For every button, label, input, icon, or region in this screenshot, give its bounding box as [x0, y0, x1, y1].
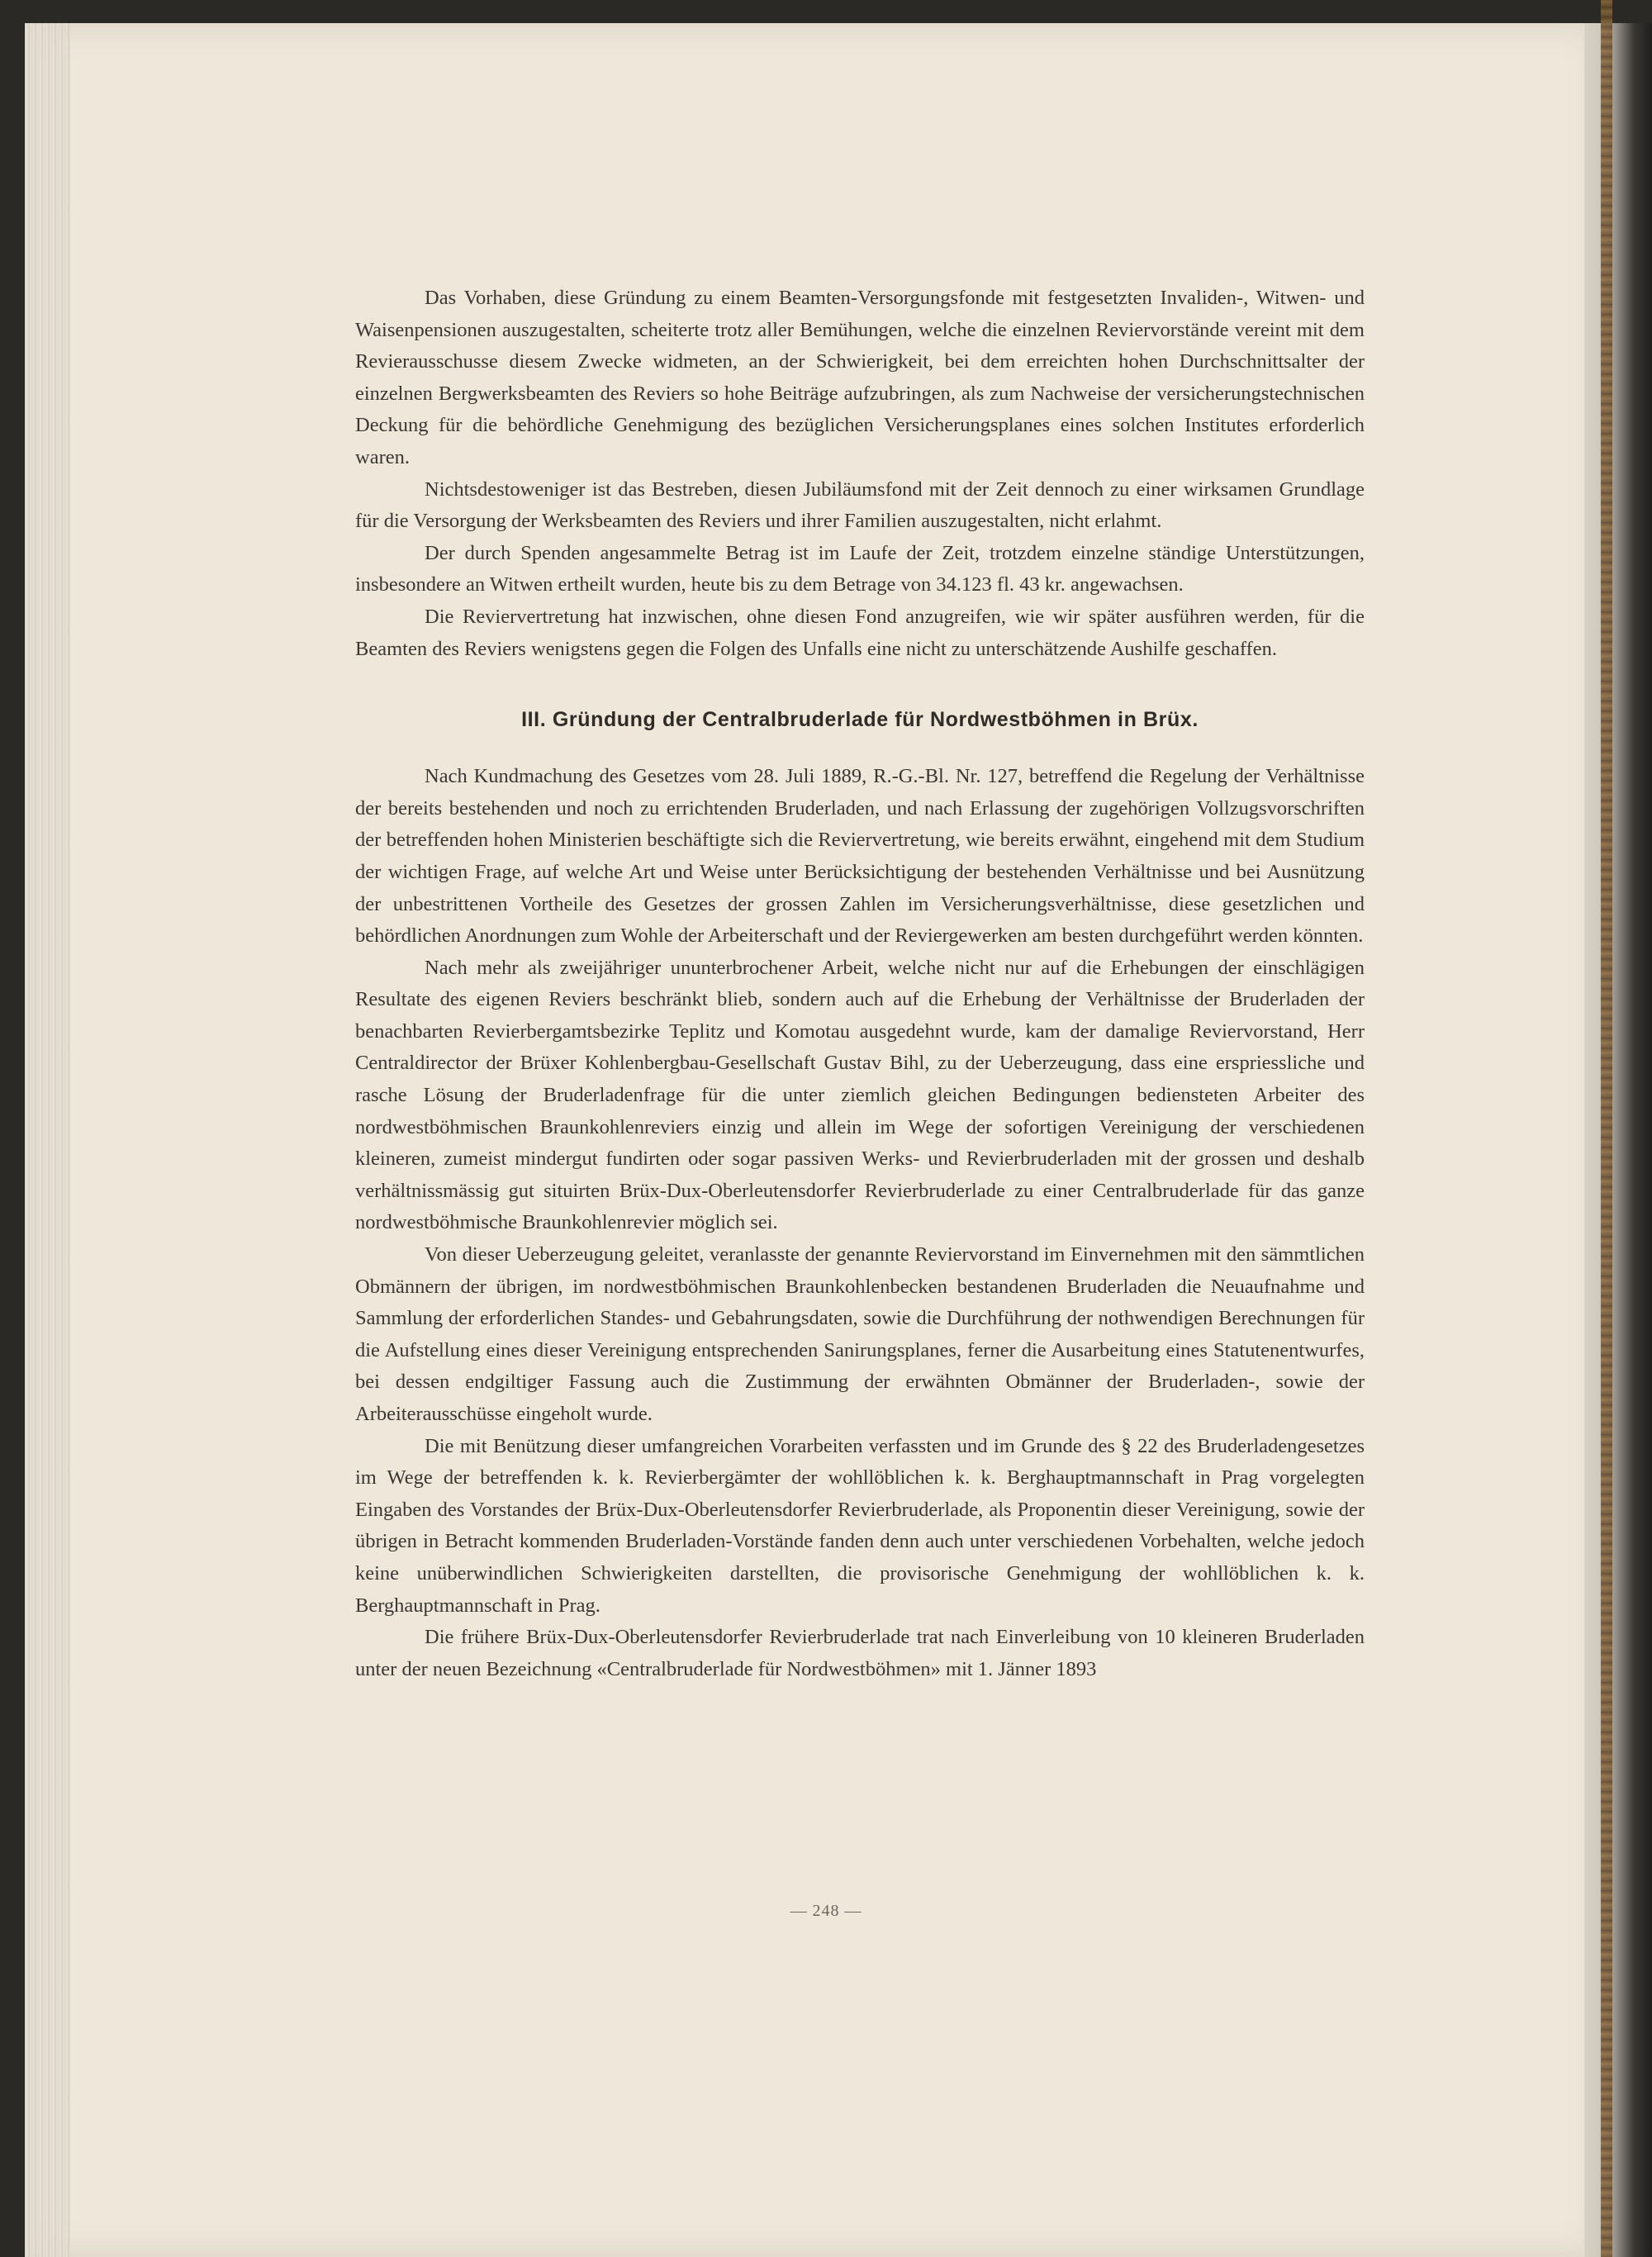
paragraph: Nach mehr als zweijähriger ununterbrochener Arbeit, welche nicht nur auf die Erhebungen der einschlägigen Resultate des eigenen Reviers beschränkt blieb, sondern auch auf die Erhebung der Verhältnisse der Bruderladen der benachbarten Revierbergamtsbezirke Teplitz und Komotau ausgedehnt wurde, kam der damalige Reviervorstand, Herr Centraldirector der Brüxer Kohlenbergbau-Gesellschaft Gustav Bihl, zu der Ueberzeugung, dass eine erspriessliche und rasche Lösung der Bruderladenfrage für die unter ziemlich gleichen Bedingungen bediensteten Arbeiter des nordwestböhmischen Braunkohlenreviers einzig und allein im Wege der sofortigen Vereinigung der verschiedenen kleineren, zumeist mindergut fundirten oder sogar passiven Werks- und Revierbruderladen mit der grossen und deshalb verhältnissmässig gut situirten Brüx-Dux-Oberleutensdorfer Revierbruderlade zu einer Centralbruderlade für das ganze nordwestböhmische Braunkohlenrevier möglich sei.	[355, 956, 1365, 1234]
paragraph: Die frühere Brüx-Dux-Oberleutensdorfer Revierbruderlade trat nach Einverleibung von 10 kleineren Bruderladen unter der neuen Bezeichnung «Centralbruderlade für Nordwestböhmen» mit 1. Jänner 1893	[355, 1626, 1365, 1680]
paragraph: Die Reviervertretung hat inzwischen, ohne diesen Fond anzugreifen, wie wir später ausführen werden, für die Beamten des Reviers wenigstens gegen die Folgen des Unfalls eine nicht zu unterschätzende Aushilfe geschaffen.	[355, 605, 1365, 660]
page-number: — 248 —	[790, 1902, 862, 1920]
paragraph: Nichtsdestoweniger ist das Bestreben, diesen Jubiläumsfond mit der Zeit dennoch zu einer wirksamen Grundlage für die Versorgung der Werksbeamten des Reviers und ihrer Familien auszugestalten, nicht erlahmt.	[355, 478, 1365, 533]
paragraph: Der durch Spenden angesammelte Betrag ist im Laufe der Zeit, trotzdem einzelne ständige Unterstützungen, insbesondere an Witwen ertheilt wurden, heute bis zu dem Betrage von 34.123 fl. 43 kr. angewachsen.	[355, 541, 1365, 596]
paragraph: Das Vorhaben, diese Gründung zu einem Beamten-Versorgungsfonde mit festgesetzten Invaliden-, Witwen- und Waisenpensionen auszugestalten, scheiterte trotz aller Bemühungen, welche die einzelnen Reviervorstände vereint mit dem Revierausschusse diesem Zwecke widmeten, an der Schwierigkeit, bei dem erreichten hohen Durchschnittsalter der einzelnen Bergwerksbeamten des Reviers so hohe Beiträge aufzubringen, als zum Nachweise der versicherungstechnischen Deckung für die behördliche Genehmigung des bezüglichen Versicherungsplanes eines solchen Institutes erforderlich waren.	[355, 287, 1365, 468]
paragraph: Die mit Benützung dieser umfangreichen Vorarbeiten verfassten und im Grunde des § 22 des Bruderladengesetzes im Wege der betreffenden k. k. Revierbergämter der wohllöblichen k. k. Berghauptmannschaft in Prag vorgelegten Eingaben des Vorstandes der Brüx-Dux-Oberleutensdorfer Revierbruderlade, als Proponentin dieser Vereinigung, sowie der übrigen in Betracht kommenden Bruderladen-Vorstände fanden denn auch unter verschiedenen Vorbehalten, welche jedoch keine unüberwindlichen Schwierigkeiten darstellten, die provisorische Genehmigung der wohllöblichen k. k. Berghauptmannschaft in Prag.	[355, 1434, 1365, 1617]
paragraph: Nach Kundmachung des Gesetzes vom 28. Juli 1889, R.-G.-Bl. Nr. 127, betreffend die Regelung der Verhältnisse der bereits bestehenden und noch zu errichtenden Bruderladen, und nach Erlassung der zugehörigen Vollzugsvorschriften der betreffenden hohen Ministerien beschäftigte sich die Reviervertretung, wie bereits erwähnt, eingehend mit dem Studium der wichtigen Frage, auf welche Art und Weise unter Berücksichtigung der bestehenden Verhältnisse und bei Ausnützung der unbestrittenen Vortheile des Gesetzes der grossen Zahlen im Versicherungsverhältnisse, diese gesetzlichen und behördlichen Anordnungen zum Wohle der Arbeiterschaft und der Reviergewerken am besten durchgeführt werden könnten.	[355, 765, 1365, 948]
text-block	[355, 283, 1365, 1685]
book-spine	[1584, 23, 1652, 2257]
paragraph: Von dieser Ueberzeugung geleitet, veranlasste der genannte Reviervorstand im Einvernehmen mit den sämmtlichen Obmännern der übrigen, im nordwestböhmischen Braunkohlenbecken bestandenen Bruderladen die Neuaufnahme und Sammlung der erforderlichen Standes- und Gebahrungsdaten, sowie die Durchführung der nothwendigen Berechnungen für die Aufstellung eines dieser Vereinigung entsprechenden Sanirungsplanes, ferner die Ausarbeitung eines Statutenentwurfes, bei dessen endgiltiger Fassung auch die Zustimmung der erwähnten Obmänner der Bruderladen-, sowie der Arbeiterausschüsse eingeholt wurde.	[355, 1243, 1365, 1425]
page-edges	[25, 23, 70, 2257]
section-heading: III. Gründung der Centralbruderlade für Nordwestböhmen in Brüx.	[521, 708, 1199, 732]
